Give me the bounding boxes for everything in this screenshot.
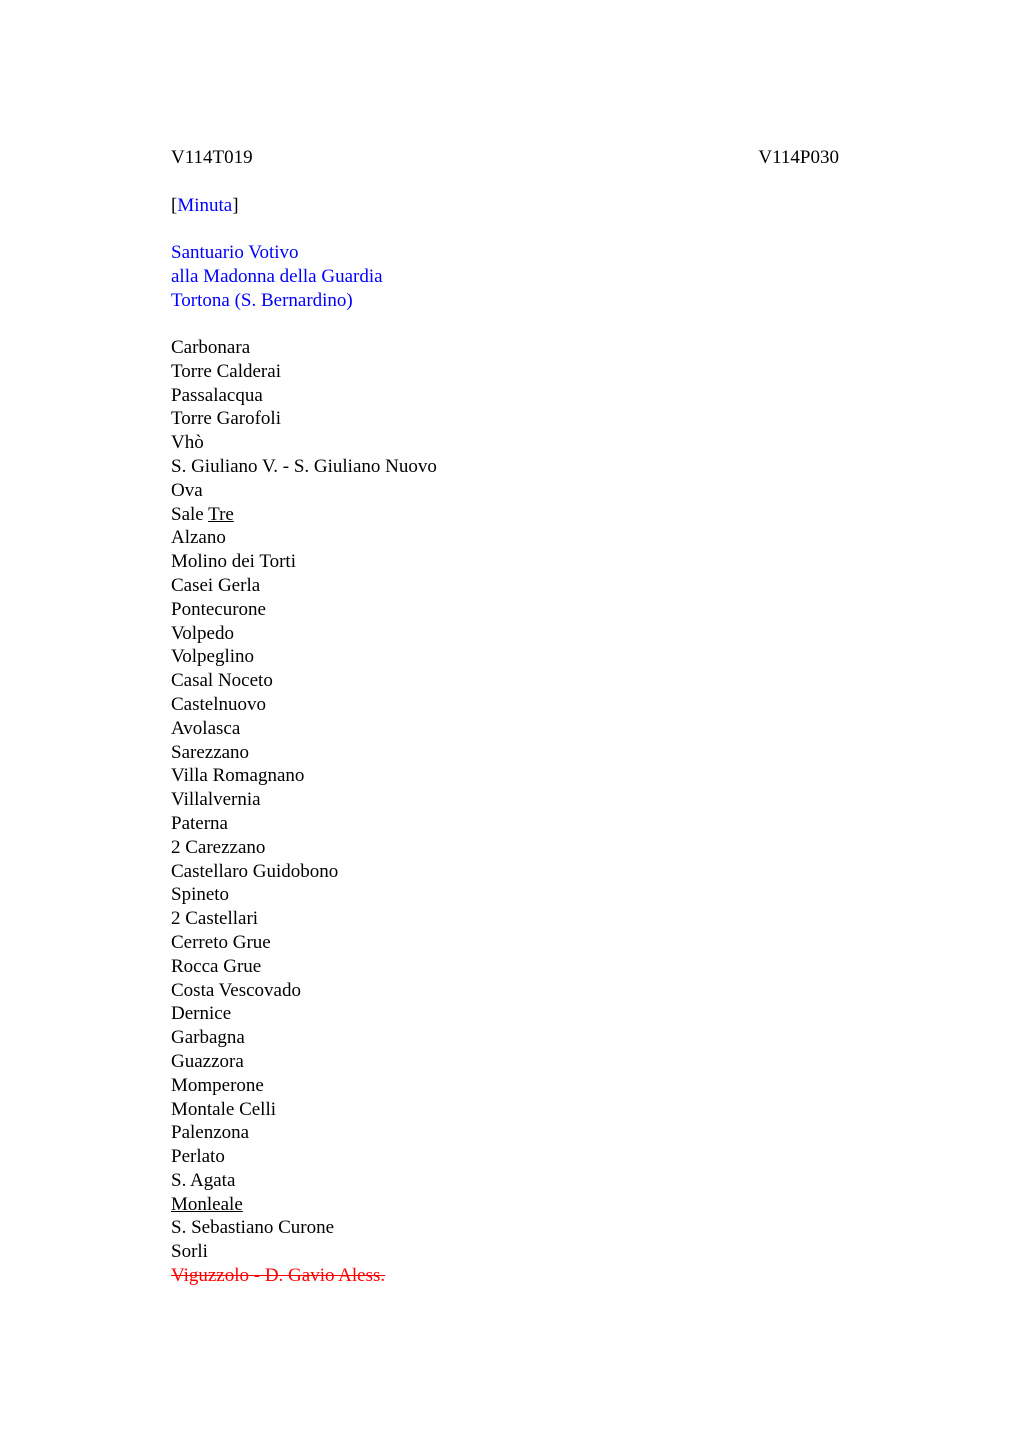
letterhead-line-2: alla Madonna della Guardia xyxy=(171,266,383,287)
place-item: Castelnuovo xyxy=(171,693,266,715)
place-item: Pontecurone xyxy=(171,598,266,620)
place-item: Avolasca xyxy=(171,717,241,739)
place-item: Perlato xyxy=(171,1146,225,1168)
place-item: Dernice xyxy=(171,1003,232,1025)
place-item: S. Sebastiano Curone xyxy=(171,1217,335,1239)
place-item: Montale Celli xyxy=(171,1098,277,1120)
place-item-struck xyxy=(171,1264,839,1288)
place-item: Molino dei Torti xyxy=(171,551,296,573)
place-item: S. Agata xyxy=(171,1169,236,1191)
minuta-label: Minuta xyxy=(177,195,233,216)
reference-left: V114T019 xyxy=(171,147,253,168)
place-item: Momperone xyxy=(171,1074,264,1096)
place-item: Paterna xyxy=(171,812,228,834)
place-item: Torre Calderai xyxy=(171,360,281,382)
letterhead-line-3: Tortona (S. Bernardino) xyxy=(171,290,353,311)
letterhead-line-1: Santuario Votivo xyxy=(171,242,299,263)
place-item: Costa Vescovado xyxy=(171,979,301,1001)
place-item: Cerreto Grue xyxy=(171,931,271,953)
place-item: Guazzora xyxy=(171,1050,244,1072)
place-item: Spineto xyxy=(171,884,230,906)
place-item: Volpedo xyxy=(171,622,234,644)
place-item: Vhò xyxy=(171,432,204,454)
place-item xyxy=(171,503,839,527)
reference-row xyxy=(171,146,839,170)
place-item: Casal Noceto xyxy=(171,670,273,692)
place-item: Casei Gerla xyxy=(171,574,261,596)
minuta-close-bracket: ] xyxy=(232,195,239,216)
place-item: Rocca Grue xyxy=(171,955,262,977)
place-item: Villalvernia xyxy=(171,789,261,811)
place-item: Volpeglino xyxy=(171,646,255,668)
place-item: Palenzona xyxy=(171,1122,250,1144)
place-item: Alzano xyxy=(171,527,226,549)
place-item: S. Giuliano V. - S. Giuliano Nuovo xyxy=(171,455,437,477)
place-item xyxy=(171,1193,839,1217)
minuta-note xyxy=(171,194,839,218)
place-item: 2 Carezzano xyxy=(171,836,266,858)
place-item: Garbagna xyxy=(171,1027,245,1049)
place-item: Sorli xyxy=(171,1241,208,1263)
place-item-text: Sale xyxy=(171,503,209,525)
place-item-underlined: Monleale xyxy=(171,1193,243,1215)
place-item: Passalacqua xyxy=(171,384,263,406)
place-item: Ova xyxy=(171,479,203,501)
place-item: Villa Romagnano xyxy=(171,765,305,787)
place-item: 2 Castellari xyxy=(171,908,259,930)
place-item: Sarezzano xyxy=(171,741,250,763)
place-list xyxy=(171,336,839,1288)
letterhead xyxy=(171,241,839,313)
reference-right: V114P030 xyxy=(758,147,839,168)
document-page xyxy=(171,146,839,1288)
place-item: Carbonara xyxy=(171,337,251,358)
place-item: Castellaro Guidobono xyxy=(171,860,339,882)
place-item-underlined: Tre xyxy=(208,503,234,525)
minuta-open-bracket: [ xyxy=(171,195,178,216)
struck-text: Viguzzolo - D. Gavio Aless. xyxy=(171,1265,386,1287)
place-item: Torre Garofoli xyxy=(171,408,281,430)
